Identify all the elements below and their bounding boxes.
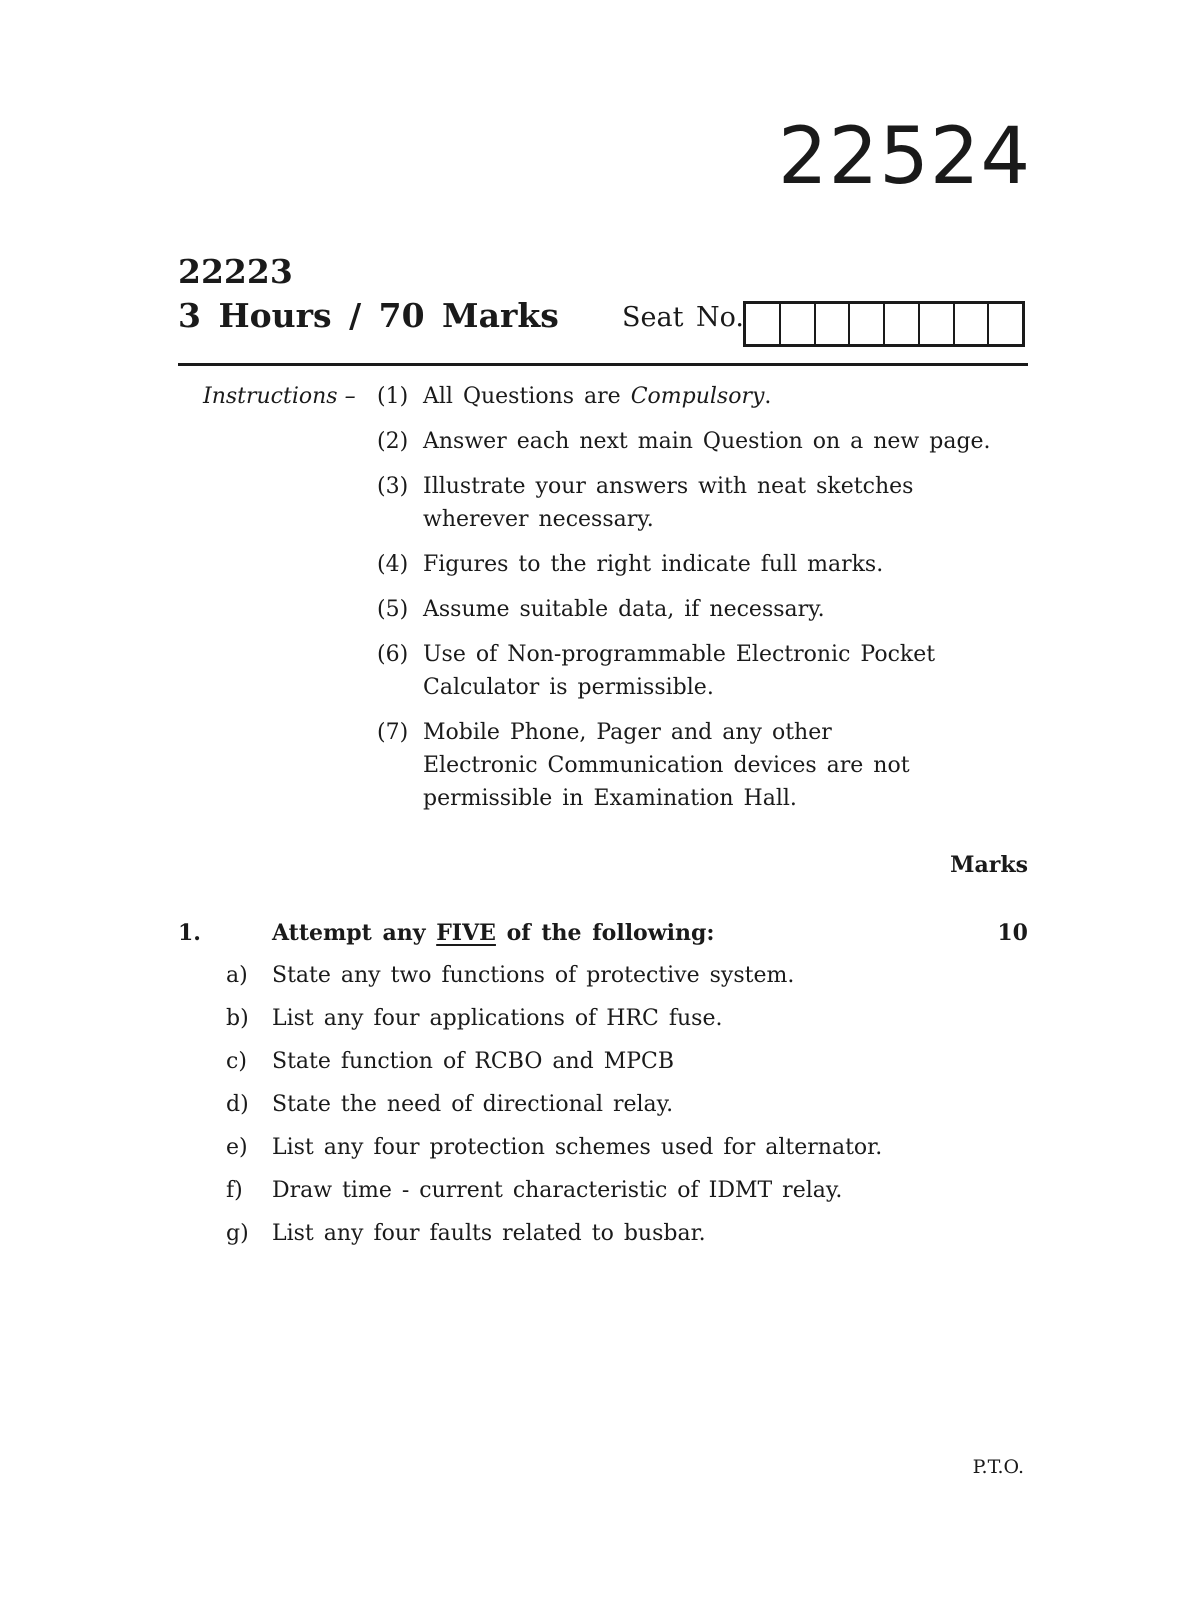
question-marks: 10 xyxy=(997,920,1028,946)
instruction-item xyxy=(377,425,1017,458)
instruction-text: Mobile Phone, Pager and any other Electronic Communication devices are not permissible in Examination Hall. xyxy=(423,720,910,811)
instruction-number: (2) xyxy=(377,429,409,454)
seat-box[interactable] xyxy=(816,304,851,344)
subject-code: 22223 xyxy=(178,252,293,291)
instruction-item xyxy=(377,380,1017,413)
seat-box[interactable] xyxy=(885,304,920,344)
seat-box[interactable] xyxy=(989,304,1022,344)
instruction-text: Figures to the right indicate full marks. xyxy=(423,552,884,577)
paper-code: 22524 xyxy=(778,112,1032,202)
sub-question: g) List any four faults related to busbar. xyxy=(226,1221,706,1246)
question-title: Attempt any FIVE of the following: xyxy=(272,920,715,946)
marks-column-heading: Marks xyxy=(950,852,1028,878)
instruction-item xyxy=(377,593,1017,626)
instructions-label: Instructions – xyxy=(203,384,356,409)
seat-number-label: Seat No. xyxy=(622,302,744,333)
seat-box[interactable] xyxy=(955,304,990,344)
sub-question: c) State function of RCBO and MPCB xyxy=(226,1049,675,1074)
please-turn-over: P.T.O. xyxy=(972,1456,1024,1478)
instruction-item xyxy=(377,470,1007,536)
duration-marks: 3 Hours / 70 Marks xyxy=(178,296,559,335)
instruction-number: (4) xyxy=(377,552,409,577)
instruction-item xyxy=(377,638,937,704)
seat-box[interactable] xyxy=(850,304,885,344)
seat-box[interactable] xyxy=(920,304,955,344)
seat-number-boxes[interactable] xyxy=(743,301,1025,347)
instruction-number: (5) xyxy=(377,597,409,622)
instruction-number: (7) xyxy=(377,720,409,745)
instruction-text: All Questions are Compulsory. xyxy=(423,384,772,409)
instruction-number: (1) xyxy=(377,384,409,409)
sub-question: d) State the need of directional relay. xyxy=(226,1092,674,1117)
header-divider xyxy=(178,363,1028,366)
instruction-item xyxy=(377,716,955,815)
seat-box[interactable] xyxy=(746,304,781,344)
instruction-number: (3) xyxy=(377,474,409,499)
instruction-item xyxy=(377,548,1017,581)
seat-box[interactable] xyxy=(781,304,816,344)
instruction-text: Assume suitable data, if necessary. xyxy=(423,597,825,622)
instruction-text: Illustrate your answers with neat sketches wherever necessary. xyxy=(423,474,914,532)
sub-question: f) Draw time - current characteristic of IDMT relay. xyxy=(226,1178,843,1203)
instruction-text: Use of Non-programmable Electronic Pocket Calculator is permissible. xyxy=(423,642,936,700)
sub-question: a) State any two functions of protective system. xyxy=(226,963,795,988)
sub-question: e) List any four protection schemes used for alternator. xyxy=(226,1135,883,1160)
question-number: 1. xyxy=(178,920,201,946)
instruction-text: Answer each next main Question on a new page. xyxy=(423,429,991,454)
sub-question: b) List any four applications of HRC fuse. xyxy=(226,1006,723,1031)
instruction-number: (6) xyxy=(377,642,409,667)
